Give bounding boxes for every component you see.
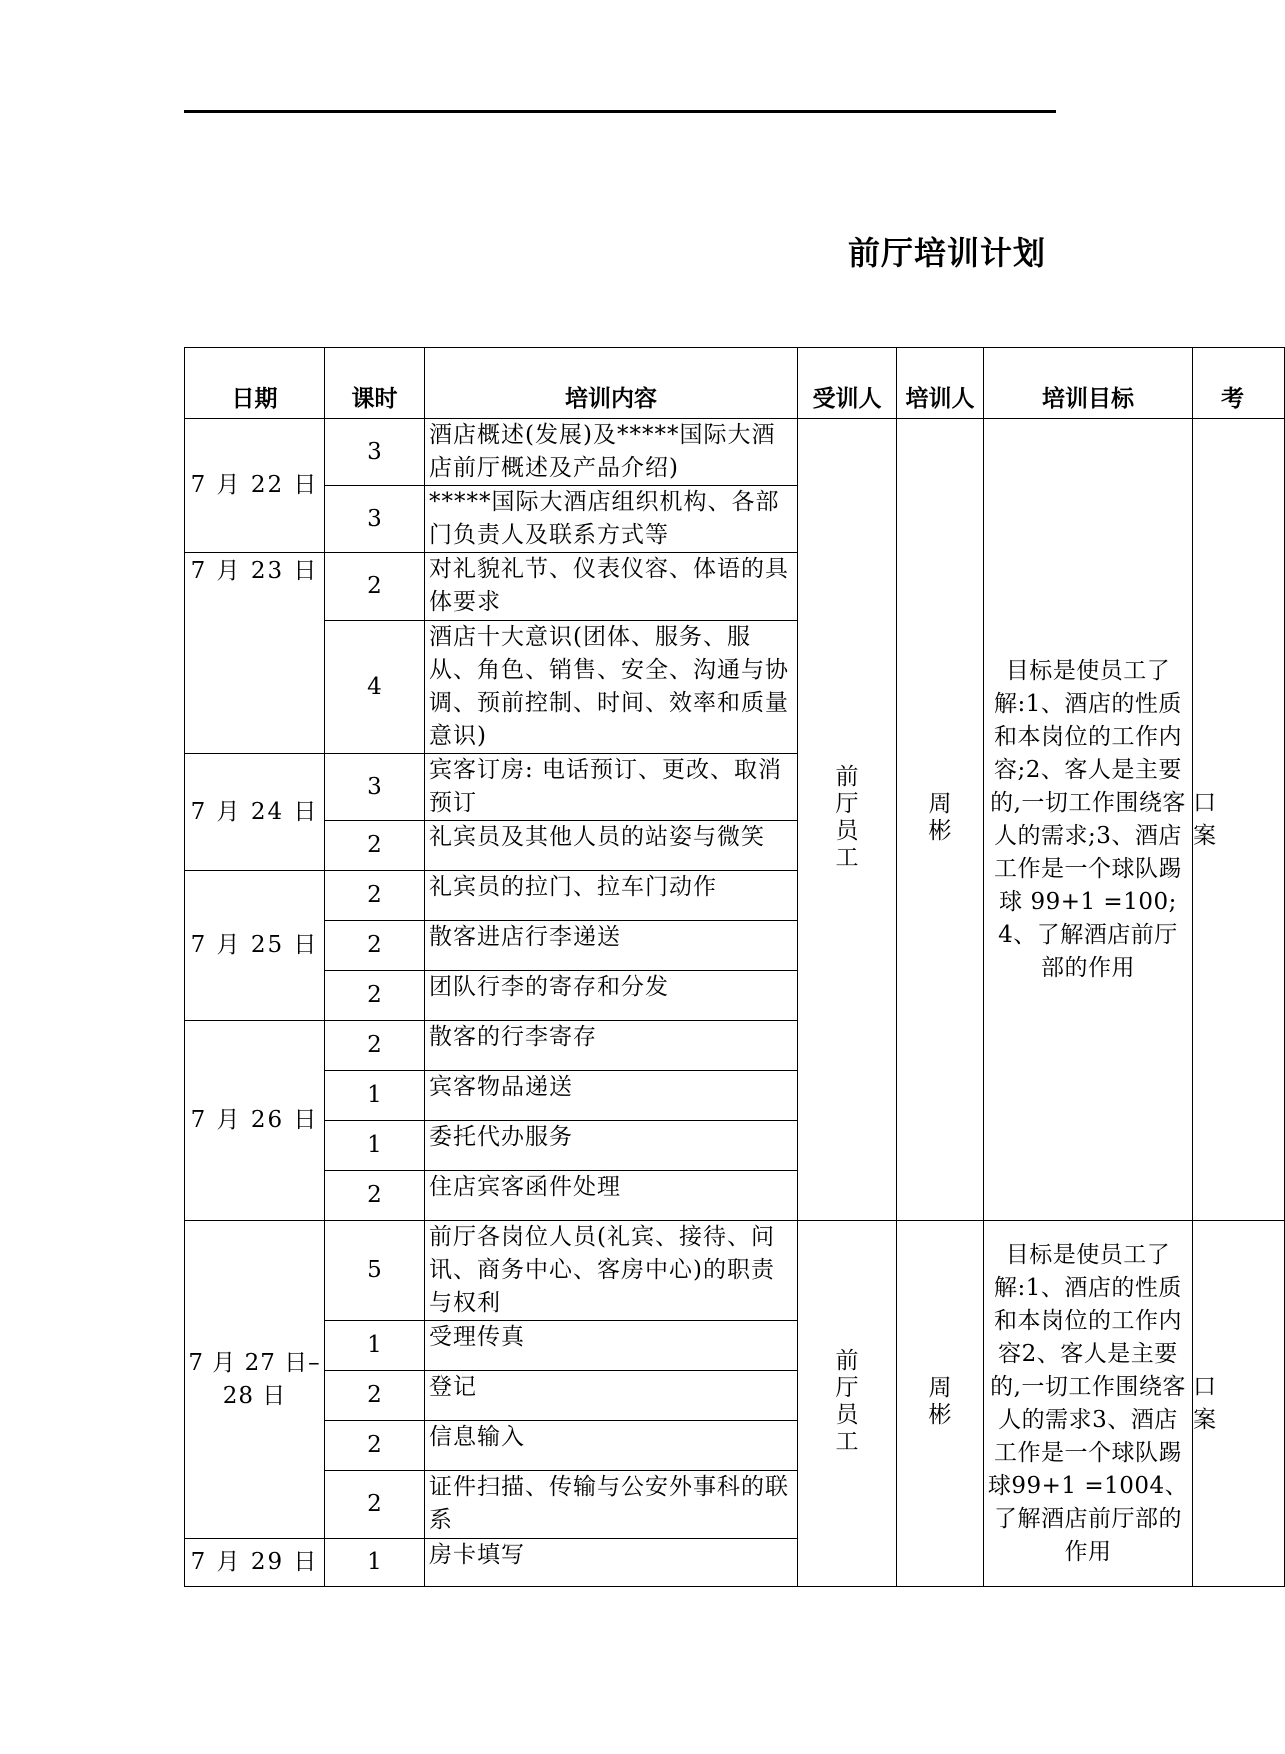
content-cell: 团队行李的寄存和分发: [425, 971, 798, 1021]
exam-cell: [1193, 1221, 1285, 1587]
date-cell: 7 月 22 日: [185, 419, 325, 553]
exam-text: 口案: [1193, 1373, 1216, 1433]
goal-cell: 目标是使员工了解:1、酒店的性质和本岗位的工作内容2、客人是主要的,一切工作围绕客人的需求3、酒店工作是一个球队踢球99+1 =1004、了解酒店前厅部的作用: [984, 1221, 1193, 1587]
header-row: [185, 348, 1285, 419]
date-cell: 7 月 26 日: [185, 1021, 325, 1221]
hours-cell: 1: [325, 1539, 425, 1587]
header-content: 培训内容: [425, 348, 798, 419]
table-row: [185, 419, 1285, 486]
content-cell: 宾客物品递送: [425, 1071, 798, 1121]
hours-cell: 5: [325, 1221, 425, 1321]
header-exam: 考: [1193, 348, 1285, 419]
trainee-text: 前厅员工: [835, 1348, 859, 1455]
content-cell: 证件扫描、传输与公安外事科的联系: [425, 1471, 798, 1539]
goal-cell: 目标是使员工了解:1、酒店的性质和本岗位的工作内容;2、客人是主要的,一切工作围绕客人的需求;3、酒店工作是一个球队踢球 99+1 =100; 4、了解酒店前厅部的作用: [984, 419, 1193, 1221]
trainer-text: 周彬: [928, 1375, 952, 1428]
hours-cell: 3: [325, 486, 425, 553]
content-cell: 登记: [425, 1371, 798, 1421]
date-cell: 7 月 27 日–28 日: [185, 1221, 325, 1539]
content-cell: 酒店十大意识(团体、服务、服从、角色、销售、安全、沟通与协调、预前控制、时间、效率和质量意识): [425, 621, 798, 754]
date-cell: 7 月 29 日: [185, 1539, 325, 1587]
content-cell: 散客进店行李递送: [425, 921, 798, 971]
header-trainee: 受训人: [798, 348, 897, 419]
trainer-cell: [897, 1221, 984, 1587]
trainee-text: 前厅员工: [835, 764, 859, 871]
hours-cell: 2: [325, 821, 425, 871]
content-cell: 前厅各岗位人员(礼宾、接待、问讯、商务中心、客房中心)的职责与权利: [425, 1221, 798, 1321]
content-cell: 房卡填写: [425, 1539, 798, 1587]
date-cell: 7 月 25 日: [185, 871, 325, 1021]
header-hours: 课时: [325, 348, 425, 419]
content-cell: 受理传真: [425, 1321, 798, 1371]
content-cell: 礼宾员的拉门、拉车门动作: [425, 871, 798, 921]
table-row: [185, 1221, 1285, 1321]
content-cell: 散客的行李寄存: [425, 1021, 798, 1071]
content-cell: 宾客订房: 电话预订、更改、取消预订: [425, 754, 798, 821]
trainer-cell: [897, 419, 984, 1221]
trainee-cell: [798, 419, 897, 1221]
exam-cell: [1193, 419, 1285, 1221]
hours-cell: 1: [325, 1321, 425, 1371]
hours-cell: 2: [325, 1471, 425, 1539]
content-cell: 酒店概述(发展)及*****国际大酒店前厅概述及产品介绍): [425, 419, 798, 486]
trainee-cell: [798, 1221, 897, 1587]
date-cell: 7 月 23 日: [185, 553, 325, 754]
hours-cell: 2: [325, 553, 425, 621]
hours-cell: 1: [325, 1121, 425, 1171]
hours-cell: 2: [325, 1021, 425, 1071]
content-cell: 委托代办服务: [425, 1121, 798, 1171]
content-cell: 住店宾客函件处理: [425, 1171, 798, 1221]
hours-cell: 4: [325, 621, 425, 754]
hours-cell: 2: [325, 1421, 425, 1471]
hours-cell: 1: [325, 1071, 425, 1121]
content-cell: *****国际大酒店组织机构、各部门负责人及联系方式等: [425, 486, 798, 553]
hours-cell: 3: [325, 419, 425, 486]
page-title: 前厅培训计划: [848, 234, 1047, 272]
content-cell: 信息输入: [425, 1421, 798, 1471]
exam-text: 口案: [1193, 789, 1216, 849]
trainer-text: 周彬: [928, 791, 952, 844]
content-cell: 礼宾员及其他人员的站姿与微笑: [425, 821, 798, 871]
header-rule: [184, 110, 1056, 113]
hours-cell: 2: [325, 1171, 425, 1221]
header-goal: 培训目标: [984, 348, 1193, 419]
hours-cell: 2: [325, 1371, 425, 1421]
hours-cell: 2: [325, 921, 425, 971]
hours-cell: 2: [325, 871, 425, 921]
content-cell: 对礼貌礼节、仪表仪容、体语的具体要求: [425, 553, 798, 621]
training-plan-table: [184, 347, 1285, 1587]
header-date: 日期: [185, 348, 325, 419]
header-trainer: 培训人: [897, 348, 984, 419]
date-cell: 7 月 24 日: [185, 754, 325, 871]
hours-cell: 3: [325, 754, 425, 821]
training-table-wrap: [184, 347, 1244, 1575]
hours-cell: 2: [325, 971, 425, 1021]
